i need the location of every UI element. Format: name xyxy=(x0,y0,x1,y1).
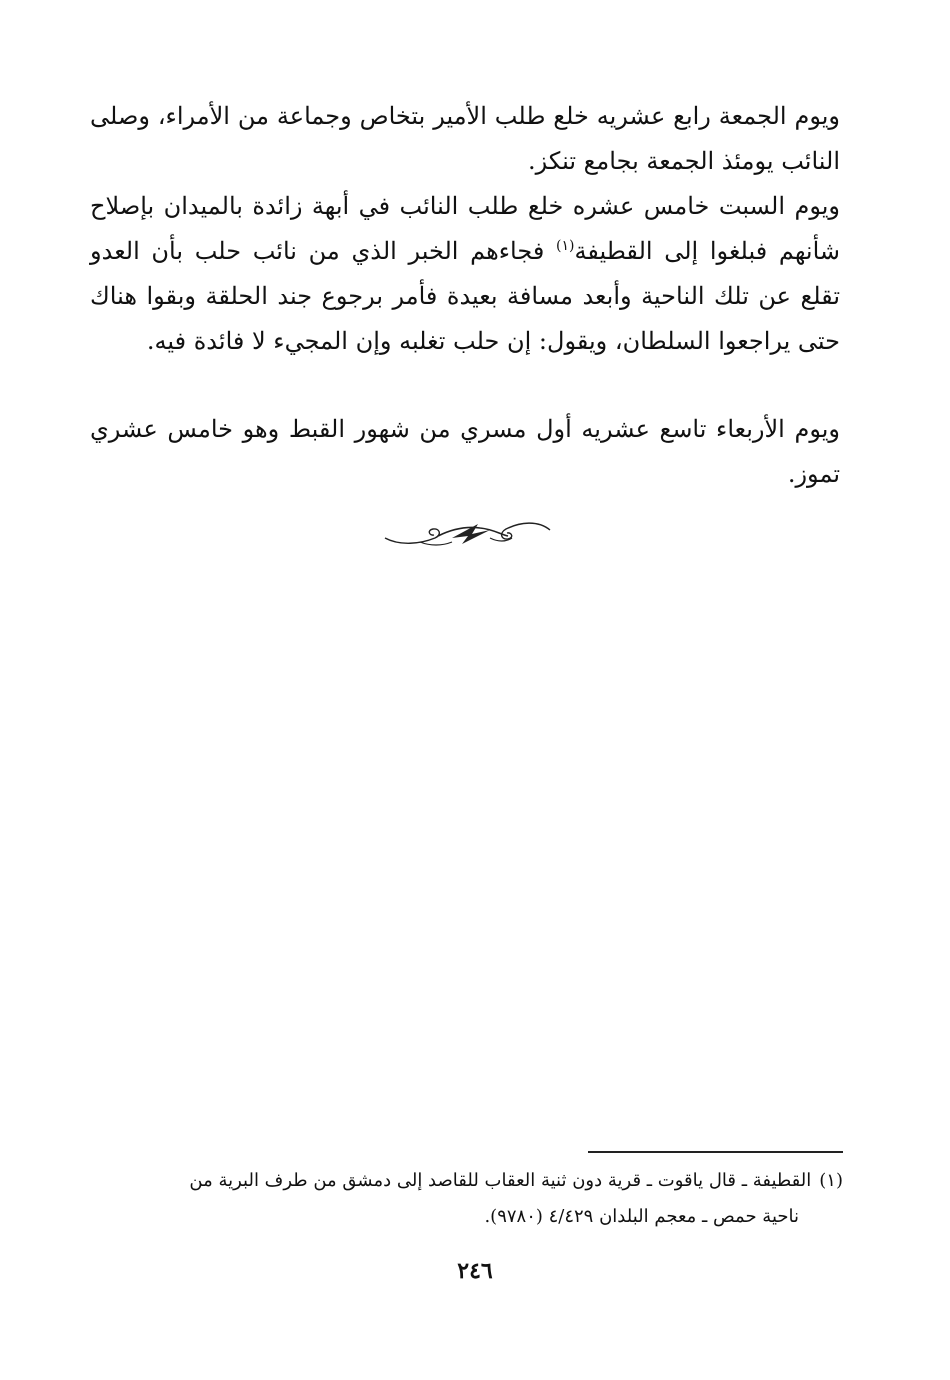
paragraph-friday: ويوم الجمعة رابع عشريه خلع طلب الأمير بتخاص وجماعة من الأمراء، وصلى النائب يومئذ الجمعة بجامع تنكز. xyxy=(90,102,840,175)
page-number: ٢٤٦ xyxy=(457,1258,493,1284)
footnote xyxy=(98,1163,843,1235)
footnote-line-1 xyxy=(98,1163,843,1199)
paragraph-saturday-part1: ويوم السبت خامس عشره خلع طلب النائب في أبهة زائدة بالميدان بإصلاح شأنهم فبلغوا إلى القطيفة xyxy=(90,192,841,265)
paragraph-saturday-part2: فجاءهم الخبر الذي من نائب حلب بأن العدو تقلع عن تلك الناحية وأبعد مسافة بعيدة فأمر برجوع جند الحلقة وبقوا هناك حتى يراجعوا السلطان، ويقول: إن حلب تغلبه وإن المجيء لا فائدة فيه. xyxy=(90,237,840,355)
footnote-separator xyxy=(588,1151,843,1153)
footnote-marker: (١) xyxy=(819,1170,843,1191)
footnote-reference[interactable]: (١) xyxy=(556,238,575,254)
paragraph-wednesday: ويوم الأربعاء تاسع عشريه أول مسري من شهور القبط وهو خامس عشري تموز. xyxy=(90,415,841,488)
footnote-text: القطيفة ـ قال ياقوت ـ قرية دون ثنية العقاب للقاصد إلى دمشق من طرف البرية من xyxy=(189,1170,812,1191)
footnote-line-2: ناحية حمص ـ معجم البلدان ٤/٤٢٩ (٩٧٨٠). xyxy=(484,1206,799,1227)
paragraph-saturday xyxy=(90,184,840,364)
decorative-flourish-icon xyxy=(380,516,555,550)
